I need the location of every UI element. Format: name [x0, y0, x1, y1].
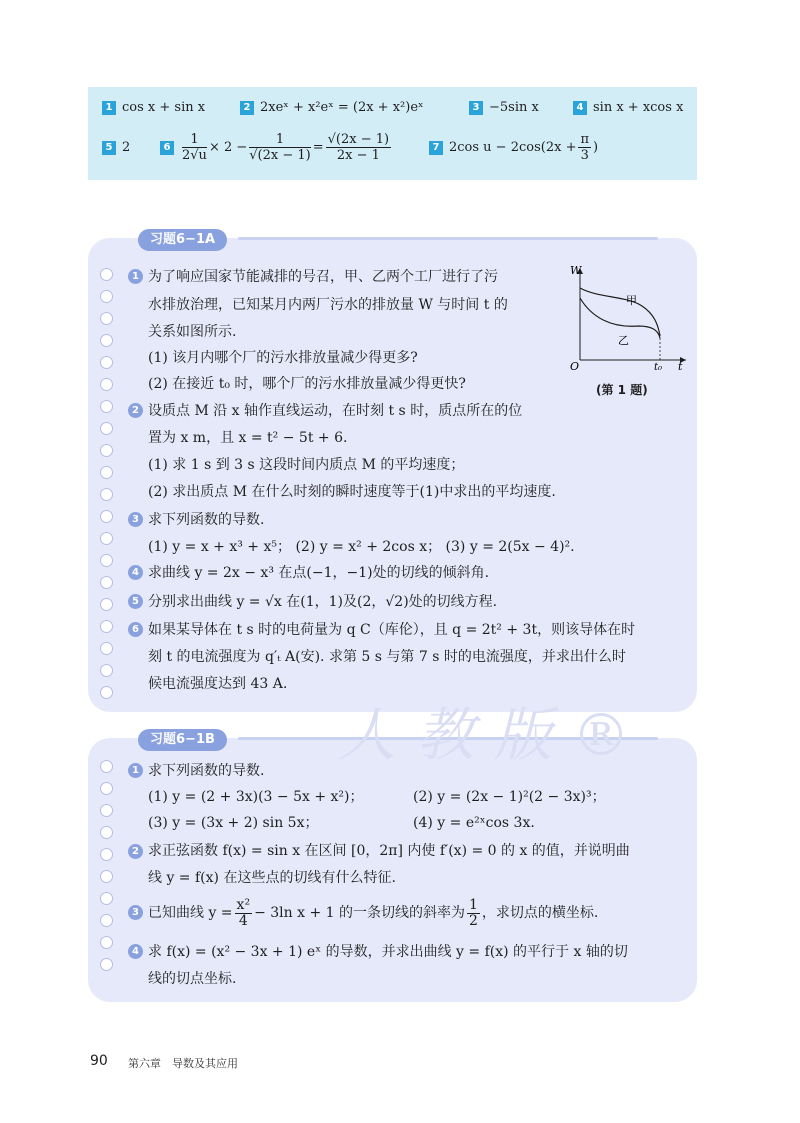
question-text: (1) y = (2 + 3x)(3 − 5x + x²)； — [148, 789, 364, 805]
x-axis-label: t — [678, 360, 683, 372]
question-text: 分别求出曲线 y = √x 在(1，1)及(2，√2)处的切线方程. — [148, 594, 498, 610]
question-text: (2) y = (2x − 1)²(2 − 3x)³； — [413, 789, 606, 805]
answer-text: ) — [593, 140, 599, 155]
question-number: 4 — [128, 565, 143, 580]
answer-2 — [240, 100, 424, 116]
question-text: 水排放治理，已知某月内两厂污水的排放量 W 与时间 t 的 — [148, 297, 508, 313]
answer-text: 2cos u − 2cos(2x + — [449, 140, 577, 155]
fraction — [182, 132, 207, 163]
fraction — [326, 132, 391, 163]
binder-hole — [100, 510, 113, 523]
answer-3 — [469, 100, 539, 116]
question-text: (4) y = e²ˣcos 3x. — [413, 815, 535, 831]
question-text: (1) y = x + x³ + x⁵； (2) y = x² + 2cos x； (3) y = 2(5x − 4)². — [148, 539, 575, 555]
question-text: 求曲线 y = 2x − x³ 在点(−1，−1)处的切线的倾斜角. — [148, 565, 490, 581]
question-number: 3 — [128, 905, 143, 920]
question-text: 刻 t 的电流强度为 q′ₜ A(安). 求第 5 s 与第 7 s 时的电流强度，并求出什么时 — [148, 649, 626, 665]
question-text: 线的切点坐标. — [148, 971, 237, 987]
question-text: 求下列函数的导数. — [148, 512, 265, 528]
origin-label: O — [570, 360, 580, 372]
exercise-b-panel — [88, 701, 697, 1002]
denominator: 2√u — [182, 148, 207, 163]
binder-hole — [100, 804, 113, 817]
t0-label: t₀ — [654, 362, 663, 372]
answer-4 — [573, 100, 683, 116]
binder-hole — [100, 576, 113, 589]
question-text: 已知曲线 y = — [148, 905, 233, 921]
figure-caption: (第 1 题) — [596, 383, 648, 397]
fraction — [235, 898, 253, 929]
numerator: 1 — [249, 132, 310, 148]
binder-hole — [100, 892, 113, 905]
denominator: 3 — [580, 148, 589, 163]
binder-hole — [100, 422, 113, 435]
binder-hole — [100, 848, 113, 861]
binder-hole — [100, 958, 113, 971]
numerator: 1 — [182, 132, 207, 148]
binder-hole — [100, 444, 113, 457]
binder-hole — [100, 554, 113, 567]
answer-text: × 2 − — [208, 140, 248, 155]
publisher-watermark: 人教版® — [338, 701, 651, 769]
question-number: 5 — [128, 594, 143, 609]
question-text: 置为 x m，且 x = t² − 5t + 6. — [148, 430, 348, 446]
answer-1 — [102, 100, 205, 116]
question-number: 6 — [128, 622, 143, 637]
binder-hole — [100, 488, 113, 501]
equals-sign: = — [312, 140, 324, 155]
curve-yi — [580, 298, 660, 338]
binder-hole — [100, 356, 113, 369]
question-text: 设质点 M 沿 x 轴作直线运动，在时刻 t s 时，质点所在的位 — [148, 403, 523, 419]
answer-number: 7 — [429, 141, 443, 155]
answer-number: 4 — [573, 101, 587, 115]
numerator: √(2x − 1) — [327, 132, 390, 147]
binder-hole — [100, 290, 113, 303]
chapter-title: 第六章 导数及其应用 — [128, 1057, 238, 1070]
question-text: ，求切点的横坐标. — [481, 905, 599, 921]
question-text: 求下列函数的导数. — [148, 763, 265, 779]
answer-text: cos x + sin x — [122, 100, 206, 115]
question-text: 候电流强度达到 43 A. — [148, 676, 288, 692]
binder-hole — [100, 642, 113, 655]
question-text: 关系如图所示. — [148, 324, 237, 340]
answer-7 — [429, 131, 598, 165]
binder-hole — [100, 334, 113, 347]
binder-hole — [100, 826, 113, 839]
numerator: π — [580, 132, 590, 147]
numerator: 1 — [468, 896, 478, 913]
exercise-a-title: 习题6−1A — [138, 229, 227, 251]
exercise-a-panel — [88, 232, 697, 712]
binder-hole — [100, 686, 113, 699]
page-number: 90 — [90, 1053, 108, 1069]
question-text: 求 f(x) = (x² − 3x + 1) eˣ 的导数，并求出曲线 y = f(x) 的平行于 x 轴的切 — [148, 944, 628, 960]
question-number: 3 — [128, 512, 143, 527]
answer-number: 2 — [240, 101, 254, 115]
binder-hole — [100, 620, 113, 633]
binder-hole — [100, 312, 113, 325]
question-text: (2) 在接近 t₀ 时，哪个厂的污水排放量减少得更快? — [148, 376, 466, 392]
binder-hole — [100, 268, 113, 281]
question-text: 如果某导体在 t s 时的电荷量为 q C（库伦），且 q = 2t² + 3t，则该导体在时 — [148, 622, 636, 638]
figure-wt-graph — [568, 264, 688, 372]
question-text: 为了响应国家节能减排的号召，甲、乙两个工厂进行了污 — [148, 269, 498, 285]
question-text: 求正弦函数 f(x) = sin x 在区间 [0，2π] 内使 f′(x) = 0 的 x 的值，并说明曲 — [148, 843, 630, 859]
binder-hole — [100, 664, 113, 677]
question-text-with-fractions — [148, 896, 598, 930]
denominator: 2x − 1 — [336, 148, 380, 163]
question-number: 4 — [128, 944, 143, 959]
question-number: 2 — [128, 844, 143, 859]
fraction — [578, 132, 591, 163]
question-number: 1 — [128, 269, 143, 284]
question-text: (3) y = (3x + 2) sin 5x； — [148, 815, 319, 831]
answer-number: 5 — [102, 141, 116, 155]
denominator: 2 — [468, 912, 478, 929]
binder-hole — [100, 914, 113, 927]
binder-hole — [100, 870, 113, 883]
question-text: − 3ln x + 1 的一条切线的斜率为 — [254, 905, 465, 921]
binder-hole — [100, 598, 113, 611]
answer-text: 2xeˣ + x²eˣ = (2x + x²)eˣ — [260, 100, 424, 115]
exercise-b-title: 习题6−1B — [138, 729, 227, 751]
denominator: √(2x − 1) — [249, 148, 311, 163]
question-number: 1 — [128, 763, 143, 778]
answer-text: −5sin x — [489, 100, 539, 115]
binder-hole — [100, 400, 113, 413]
answer-6 — [160, 131, 393, 165]
question-text: 线 y = f(x) 在这些点的切线有什么特征. — [148, 870, 396, 886]
question-text: (1) 该月内哪个厂的污水排放量减少得更多? — [148, 350, 418, 366]
answer-box — [88, 87, 697, 180]
numerator: x² — [236, 896, 251, 913]
title-rule — [238, 237, 658, 240]
binder-hole — [100, 936, 113, 949]
question-text: (1) 求 1 s 到 3 s 这段时间内质点 M 的平均速度； — [148, 457, 465, 473]
answer-text: sin x + xcos x — [593, 100, 684, 115]
fraction — [467, 898, 480, 929]
fraction — [249, 132, 310, 163]
answer-5 — [102, 140, 130, 156]
curve-yi-label: 乙 — [618, 334, 629, 347]
answer-number: 3 — [469, 101, 483, 115]
answer-text: 2 — [122, 140, 131, 155]
answer-number: 1 — [102, 101, 116, 115]
y-axis-label: W — [570, 264, 582, 277]
answer-number: 6 — [160, 141, 174, 155]
question-text: (2) 求出质点 M 在什么时刻的瞬时速度等于(1)中求出的平均速度. — [148, 484, 556, 500]
binder-hole — [100, 760, 113, 773]
binder-hole — [100, 466, 113, 479]
binder-hole — [100, 532, 113, 545]
question-number: 2 — [128, 403, 143, 418]
curve-jia-label: 甲 — [626, 294, 637, 307]
denominator: 4 — [238, 912, 248, 929]
binder-hole — [100, 782, 113, 795]
binder-hole — [100, 378, 113, 391]
